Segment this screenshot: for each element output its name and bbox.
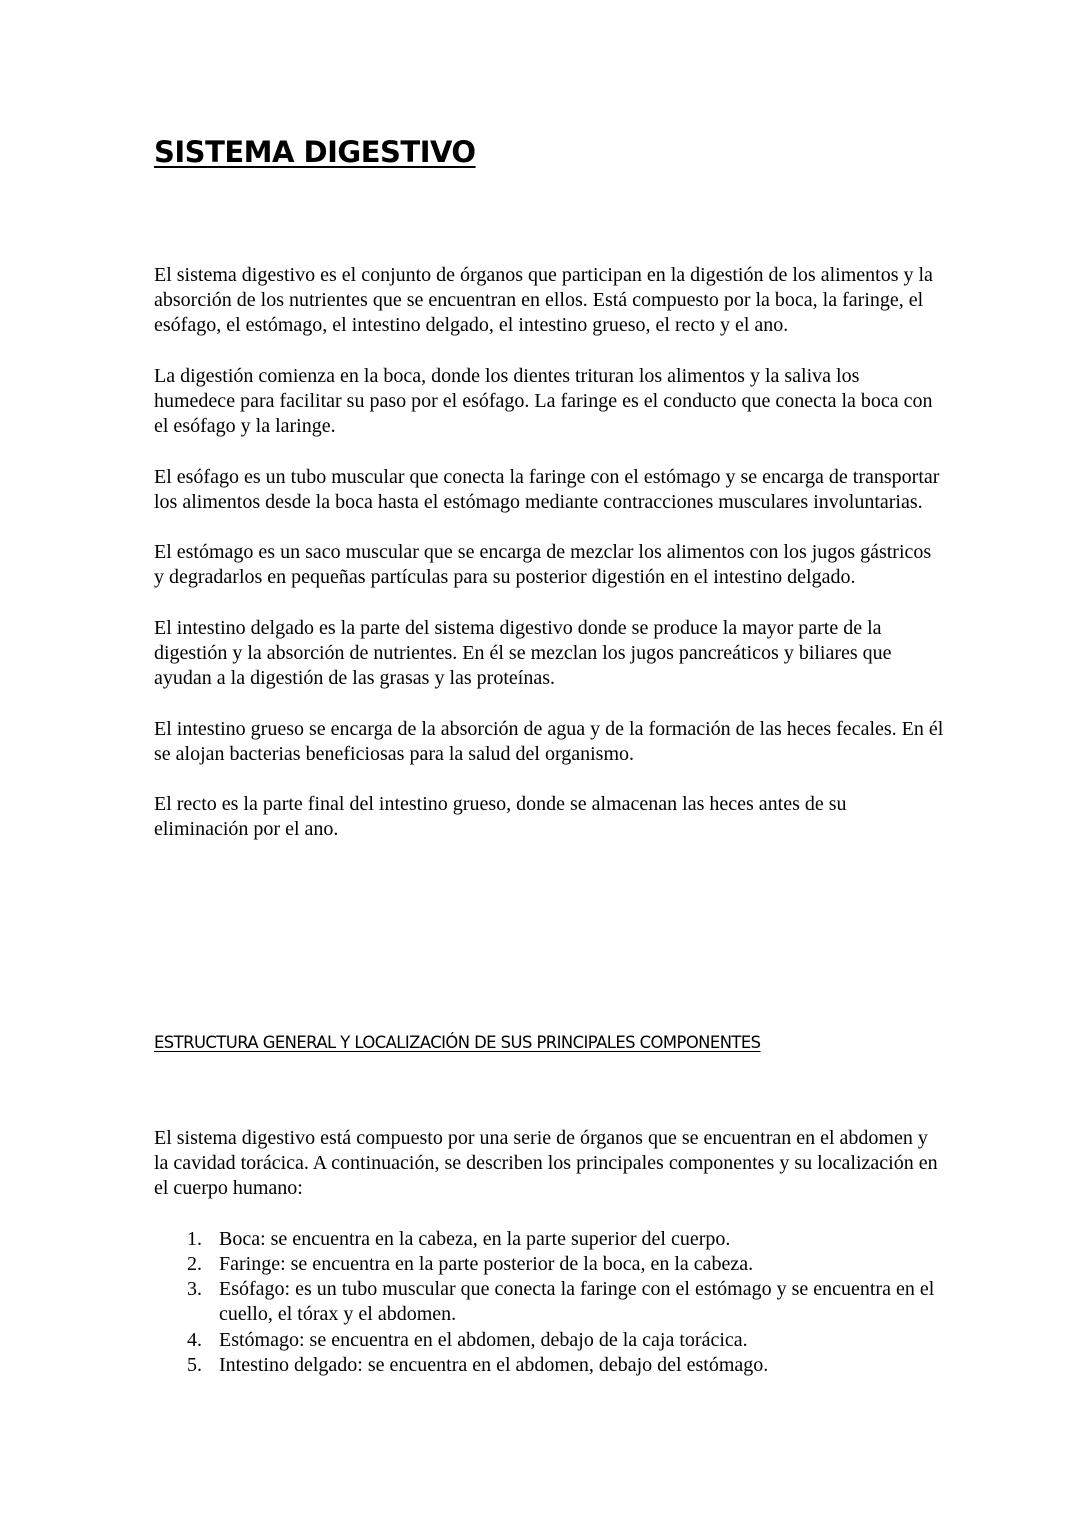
list-item [154,1277,944,1327]
intro-section [154,263,944,868]
paragraph-boca: La digestión comienza en la boca, donde los dientes trituran los alimentos y la saliva los humedece para facilitar su paso por el esófago. La faringe es el conducto que conecta la boca con el esófago y la laringe. [154,364,933,438]
list-item [154,1328,944,1353]
list-item-number: 3. [187,1278,202,1301]
paragraph-intro: El sistema digestivo es el conjunto de órganos que participan en la digestión de los alimentos y la absorción de los nutrientes que se encuentran en ellos. Está compuesto por la boca, la faringe, el esófago, el estómago, el intestino delgado, el intestino grueso, el recto y el ano. [154,264,933,337]
list-item-number: 4. [187,1328,202,1351]
components-section [154,1126,944,1378]
document-title: SISTEMA DIGESTIVO [154,135,476,169]
list-item-text: Estómago: se encuentra en el abdomen, debajo de la caja torácica. [219,1328,748,1351]
paragraph-recto: El recto es la parte final del intestino grueso, donde se almacenan las heces antes de su eliminación por el ano. [154,793,847,841]
paragraph-esofago: El esófago es un tubo muscular que conecta la faringe con el estómago y se encarga de transportar los alimentos desde la boca hasta el estómago mediante contracciones musculares involuntarias. [154,465,940,513]
list-item [154,1227,944,1252]
list-item [154,1353,944,1378]
list-item-text: Faringe: se encuentra en la parte posterior de la boca, en la cabeza. [219,1253,754,1275]
section-intro: El sistema digestivo está compuesto por una serie de órganos que se encuentran en el abdomen y la cavidad torácica. A continuación, se describen los principales componentes y su localización en el cuerpo humano: [154,1127,938,1200]
list-item-text: Boca: se encuentra en la cabeza, en la parte superior del cuerpo. [219,1227,731,1250]
section-title: ESTRUCTURA GENERAL Y LOCALIZACIÓN DE SUS PRINCIPALES COMPONENTES [154,1033,761,1052]
paragraph-intestino-grueso: El intestino grueso se encarga de la absorción de agua y de la formación de las heces fecales. En él se alojan bacterias beneficiosas para la salud del organismo. [154,717,944,765]
list-item-number: 1. [187,1227,202,1250]
components-list [154,1227,944,1378]
paragraph-estomago: El estómago es un saco muscular que se encarga de mezclar los alimentos con los jugos gástricos y degradarlos en pequeñas partículas para su posterior digestión en el intestino delgado. [154,541,932,589]
list-item [154,1252,944,1277]
list-item-text: Intestino delgado: se encuentra en el abdomen, debajo del estómago. [219,1353,769,1376]
list-item-number: 5. [187,1353,202,1376]
list-item-text: Esófago: es un tubo muscular que conecta la faringe con el estómago y se encuentra en el cuello, el tórax y el abdomen. [219,1278,935,1326]
paragraph-intestino-delgado: El intestino delgado es la parte del sistema digestivo donde se produce la mayor parte de la digestión y la absorción de nutrientes. En él se mezclan los jugos pancreáticos y biliares que ayudan a la digestión de las grasas y las proteínas. [154,616,892,690]
list-item-number: 2. [187,1253,202,1275]
